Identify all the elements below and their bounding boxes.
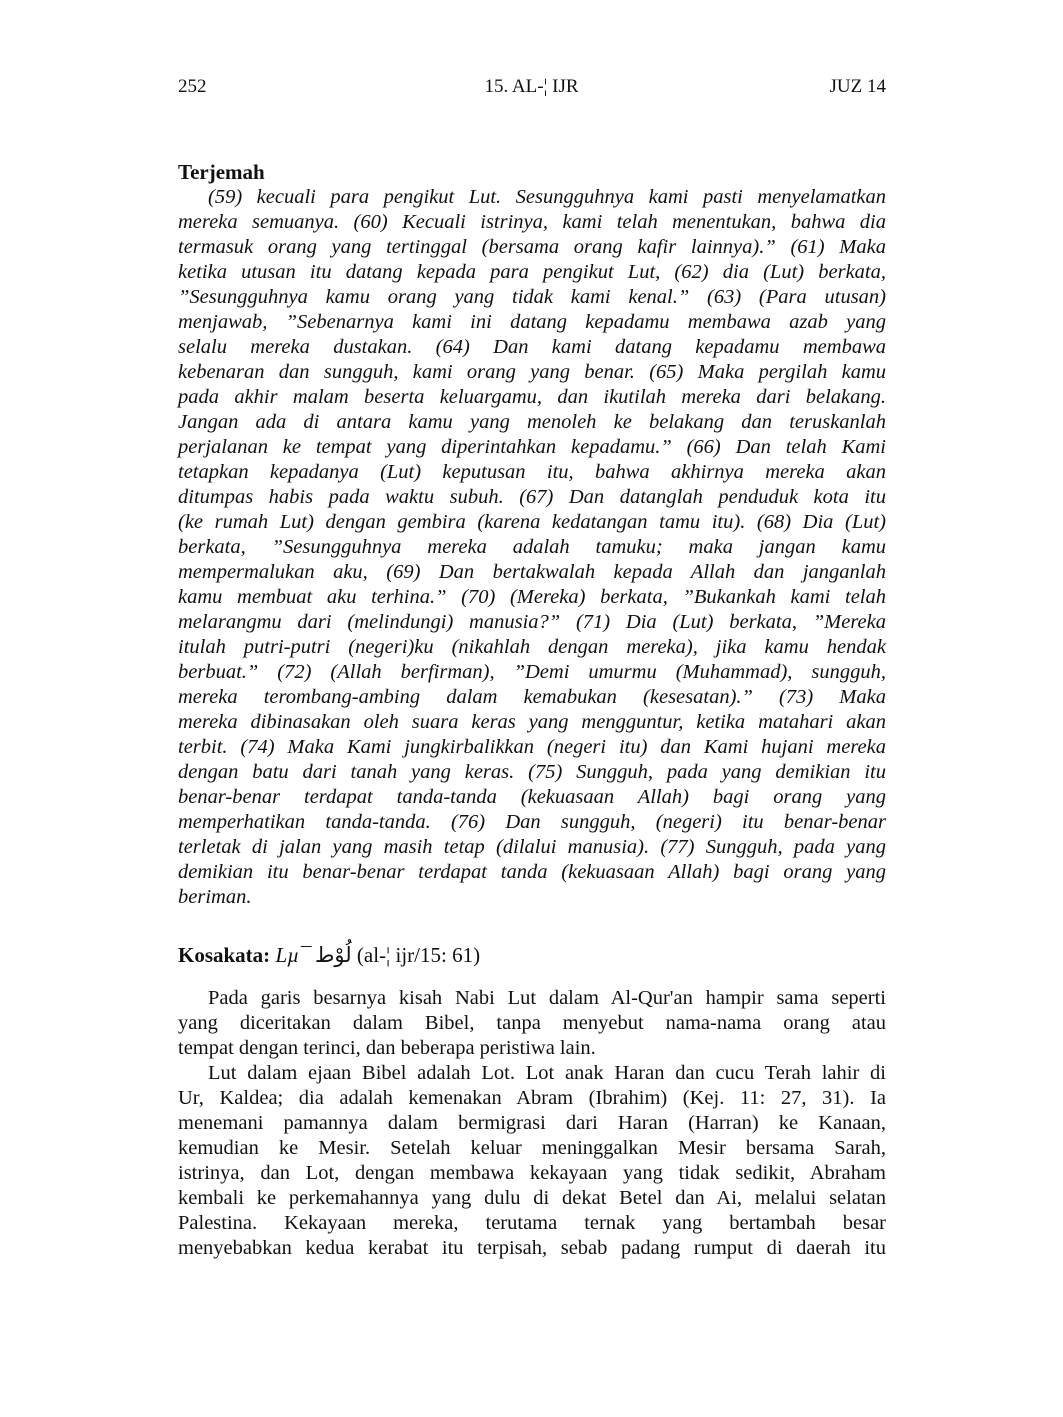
text-line: terletak di jalan yang masih tetap (dilalui manusia). (77) Sungguh, pada yang — [178, 836, 886, 858]
arabic-term: لُوْط — [314, 943, 352, 967]
text-line: beriman. — [178, 886, 252, 908]
text-line: Jangan ada di antara kamu yang menoleh ke belakang dan teruskanlah — [178, 411, 886, 433]
section-heading: Terjemah — [178, 160, 265, 184]
text-line: kamu membuat aku terhina.” (70) (Mereka) berkata, ”Bukankah kami telah — [178, 586, 886, 608]
kosakata-label: Kosakata: — [178, 943, 271, 967]
translation-text — [178, 185, 886, 910]
text-line: berbuat.” (72) (Allah berfirman), ”Demi umurmu (Muhammad), sungguh, — [178, 661, 886, 683]
text-line: benar-benar terdapat tanda-tanda (kekuasaan Allah) bagi orang yang — [178, 786, 886, 808]
text-line: istrinya, dan Lot, dengan membawa kekayaan yang tidak sedikit, Abraham — [178, 1162, 886, 1184]
text-line: kembali ke perkemahannya yang dulu di dekat Betel dan Ai, melalui selatan — [178, 1187, 886, 1209]
text-line: berkata, ”Sesungguhnya mereka adalah tamuku; maka jangan kamu — [178, 536, 886, 558]
kosakata-line — [178, 943, 886, 968]
text-line: (ke rumah Lut) dengan gembira (karena kedatangan tamu itu). (68) Dia (Lut) — [178, 511, 886, 533]
text-line: Lut dalam ejaan Bibel adalah Lot. Lot anak Haran dan cucu Terah lahir di — [208, 1062, 886, 1084]
text-line: termasuk orang yang tertinggal (bersama orang kafir lainnya).” (61) Maka — [178, 236, 886, 258]
text-line: menjawab, ”Sebenarnya kami ini datang kepadamu membawa azab yang — [178, 311, 886, 333]
terjemah-section — [178, 160, 886, 910]
text-line: mempermalukan aku, (69) Dan bertakwalah kepada Allah dan janganlah — [178, 561, 886, 583]
text-line: melarangmu dari (melindungi) manusia?” (71) Dia (Lut) berkata, ”Mereka — [178, 611, 886, 633]
text-line: mereka terombang-ambing dalam kemabukan (kesesatan).” (73) Maka — [178, 686, 886, 708]
text-line: menemani pamannya dalam bermigrasi dari Haran (Harran) ke Kanaan, — [178, 1112, 886, 1134]
juz-label: JUZ 14 — [829, 76, 886, 97]
text-line: tetapkan kepadanya (Lut) keputusan itu, bahwa akhirnya mereka akan — [178, 461, 886, 483]
text-line: ketika utusan itu datang kepada para pengikut Lut, (62) dia (Lut) berkata, — [178, 261, 886, 283]
text-line: terbit. (74) Maka Kami jungkirbalikkan (negeri itu) dan Kami hujani mereka — [178, 736, 886, 758]
text-line: dengan batu dari tanah yang keras. (75) Sungguh, pada yang demikian itu — [178, 761, 886, 783]
text-line: pada akhir malam beserta keluargamu, dan ikutilah mereka dari belakang. — [178, 386, 886, 408]
text-line: menyebabkan kedua kerabat itu terpisah, sebab padang rumput di daerah itu — [178, 1237, 886, 1259]
text-line: mereka semuanya. (60) Kecuali istrinya, kami telah menentukan, bahwa dia — [178, 211, 886, 233]
text-line: ”Sesungguhnya kamu orang yang tidak kami kenal.” (63) (Para utusan) — [178, 286, 886, 308]
text-line: (59) kecuali para pengikut Lut. Sesungguhnya kami pasti menyelamatkan — [208, 186, 886, 208]
text-line: tempat dengan terinci, dan beberapa peristiwa lain. — [178, 1037, 596, 1059]
text-line: kebenaran dan sungguh, kami orang yang benar. (65) Maka pergilah kamu — [178, 361, 886, 383]
text-line: perjalanan ke tempat yang diperintahkan kepadamu.” (66) Dan telah Kami — [178, 436, 886, 458]
body-text — [178, 986, 886, 1261]
kosakata-term: Lµ¯ — [275, 943, 310, 967]
text-line: kemudian ke Mesir. Setelah keluar meninggalkan Mesir bersama Sarah, — [178, 1137, 886, 1159]
paragraph — [178, 1061, 886, 1261]
text-line: memperhatikan tanda-tanda. (76) Dan sungguh, (negeri) itu benar-benar — [178, 811, 886, 833]
running-title: 15. AL-¦ IJR — [484, 76, 579, 97]
text-line: demikian itu benar-benar terdapat tanda (kekuasaan Allah) bagi orang yang — [178, 861, 886, 883]
text-line: selalu mereka dustakan. (64) Dan kami datang kepadamu membawa — [178, 336, 886, 358]
text-line: yang diceritakan dalam Bibel, tanpa menyebut nama-nama orang atau — [178, 1012, 886, 1034]
text-line: Pada garis besarnya kisah Nabi Lut dalam Al-Qur'an hampir sama seperti — [208, 987, 886, 1009]
paragraph — [178, 986, 886, 1061]
text-line: Ur, Kaldea; dia adalah kemenakan Abram (Ibrahim) (Kej. 11: 27, 31). Ia — [178, 1087, 886, 1109]
text-line: Palestina. Kekayaan mereka, terutama ternak yang bertambah besar — [178, 1212, 886, 1234]
text-line: mereka dibinasakan oleh suara keras yang mengguntur, ketika matahari akan — [178, 711, 886, 733]
text-line: itulah putri-putri (negeri)ku (nikahlah dengan mereka), jika kamu hendak — [178, 636, 886, 658]
kosakata-ref: (al-¦ ijr/15: 61) — [356, 943, 481, 967]
page-number: 252 — [178, 76, 207, 97]
text-line: ditumpas habis pada waktu subuh. (67) Dan datanglah penduduk kota itu — [178, 486, 886, 508]
